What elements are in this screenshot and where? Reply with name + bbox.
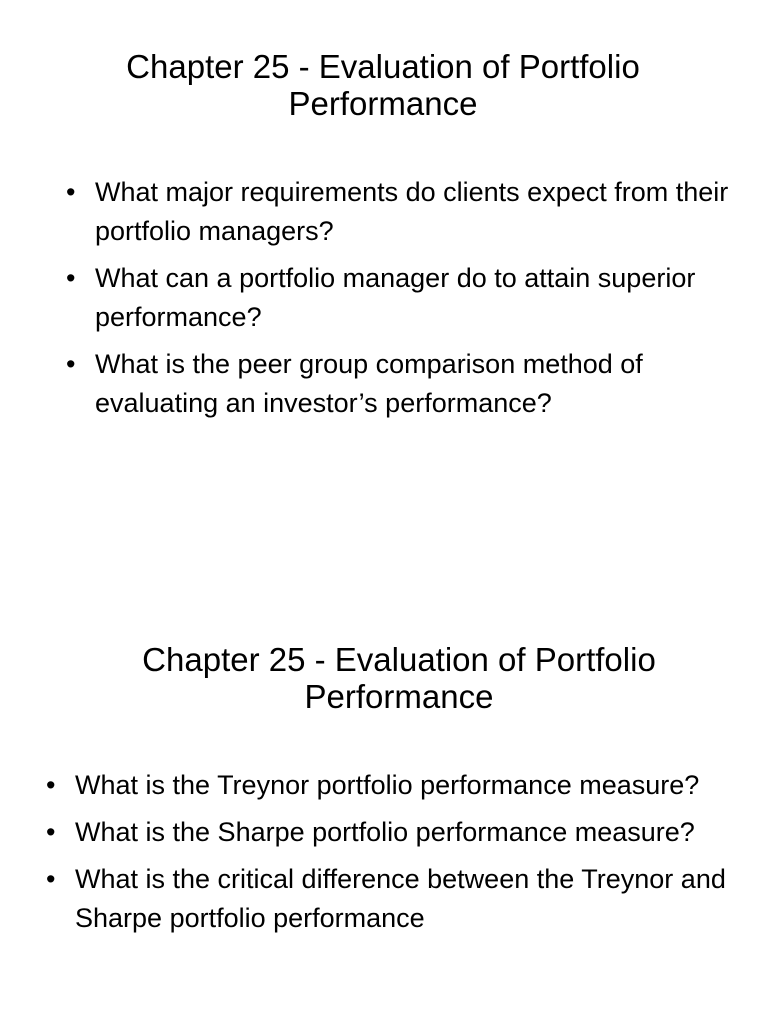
slide-2 <box>0 512 768 1024</box>
bullet-text: What can a portfolio manager do to attain superior performance? <box>95 263 696 332</box>
bullet-text: What is the Sharpe portfolio performance measure? <box>75 817 695 847</box>
bullet-text: What is the peer group comparison method of evaluating an investor’s performance? <box>95 349 643 418</box>
bullet-item <box>66 173 746 251</box>
slide-title <box>0 48 767 122</box>
bullet-text: What is the critical difference between the Treynor and Sharpe portfolio performance <box>75 864 726 933</box>
slide-title-line-1: Chapter 25 - Evaluation of Portfolio <box>142 641 656 678</box>
bullet-item <box>66 345 746 423</box>
bullet-dot: • <box>46 817 56 847</box>
bullet-dot: • <box>66 263 76 293</box>
bullet-dot: • <box>66 177 76 207</box>
bullet-dot: • <box>66 349 76 379</box>
bullet-item <box>46 860 736 938</box>
slide-title-line-1: Chapter 25 - Evaluation of Portfolio <box>126 48 640 85</box>
bullet-dot: • <box>46 864 56 894</box>
bullet-text: What is the Treynor portfolio performance measure? <box>75 770 700 800</box>
slide-title-line-2: Performance <box>288 85 478 122</box>
slide-title <box>15 641 768 715</box>
bullet-text: What major requirements do clients expect from their portfolio managers? <box>95 177 729 246</box>
bullet-item <box>46 813 736 852</box>
bullet-item <box>66 259 746 337</box>
bullet-list <box>46 766 736 946</box>
slide-title-line-2: Performance <box>304 678 494 715</box>
bullet-item <box>46 766 736 805</box>
bullet-dot: • <box>46 770 56 800</box>
bullet-list <box>66 173 746 431</box>
